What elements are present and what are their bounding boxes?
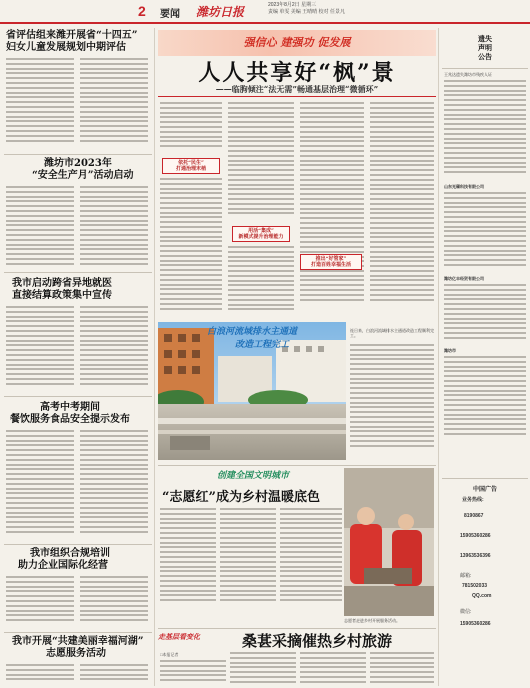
- feature-ribbon: 强信心 建强功 促发展: [243, 36, 351, 49]
- feature-body: [158, 100, 436, 322]
- bottom-text: [370, 652, 434, 686]
- mid-ribbon: 创建全国文明城市: [216, 471, 289, 481]
- article-1-body: [6, 58, 74, 150]
- feature-subhead-1-line: 依托“民生”: [178, 160, 204, 166]
- page-number: 2: [138, 3, 146, 19]
- page-header: [0, 0, 530, 24]
- article-1-body: [80, 58, 148, 150]
- article-2-title-line: 潍坊市2023年: [44, 158, 112, 169]
- hotline-label: 业务热线:: [462, 497, 484, 503]
- photo-story-caption: 连日来，白浪河流域排水主通道改造工程顺利完工。: [350, 328, 434, 338]
- photo-story-title-line: 白浪河流域排水主通道: [206, 327, 297, 337]
- tel-5: 15905360286: [460, 621, 491, 627]
- notice-text: [444, 356, 526, 442]
- bottom-ribbon: 走基层看变化: [158, 633, 200, 641]
- notice-2: 山东光碟科技有限公司: [444, 184, 484, 189]
- feature-subhead-3-line: 打造百姓幸福生活: [310, 262, 351, 268]
- feature-text: [160, 102, 222, 154]
- notice-1: 王兆达遗失潍坊市残疾人证: [444, 72, 492, 77]
- tel-2: 15905360286: [460, 533, 491, 539]
- photo-story-image: [158, 322, 346, 460]
- photo-story-text: [350, 344, 434, 454]
- sidebar-title-line: 遗失: [478, 34, 492, 43]
- article-6-body: [6, 664, 74, 684]
- article-5-body: [6, 576, 74, 628]
- article-4-title-line: 高考中考期间: [40, 402, 100, 413]
- article-2-body: [80, 186, 148, 270]
- feature-text: [228, 102, 294, 222]
- article-1-title: [6, 30, 150, 54]
- bottom-article: [158, 630, 436, 688]
- newspaper-logo: 潍坊日报: [196, 5, 245, 19]
- volunteer-photo: [344, 468, 434, 616]
- feature-text: [370, 102, 434, 318]
- article-6-title: [12, 636, 152, 660]
- feature-text: [160, 178, 222, 318]
- ad-label: 中国广告: [472, 487, 497, 493]
- article-3-body: [80, 306, 148, 392]
- feature-subhead-1-line: 打通治理末梢: [175, 166, 206, 172]
- feature-subhead-1: [162, 158, 220, 174]
- bottom-text: [160, 660, 226, 686]
- article-4-body: [6, 430, 74, 540]
- photo-story: [158, 322, 436, 462]
- article-1-title-line: 省评估组来潍开展省“十四五”: [6, 30, 138, 41]
- article-5-body: [80, 576, 148, 628]
- feature-subhead-3: [300, 254, 362, 270]
- volunteers-image: [344, 468, 434, 616]
- mid-text: [280, 508, 342, 612]
- tel-4-label: 邮箱:: [460, 573, 472, 579]
- article-4-title: [10, 402, 152, 426]
- mid-title: “志愿红”成为乡村温暖底色: [162, 490, 320, 505]
- section-name: 要闻: [160, 9, 180, 20]
- article-2-title: [32, 158, 150, 182]
- article-5-title: [18, 548, 152, 572]
- article-4-title-line: 餐饮服务食品安全提示发布: [10, 414, 130, 425]
- tel-4: 781502033: [462, 583, 488, 589]
- sidebar-notices: [442, 30, 528, 685]
- bottom-text: [230, 652, 296, 686]
- article-3-title-line: 我市启动跨省异地就医: [12, 278, 112, 289]
- sidebar-title-line: 公告: [478, 52, 492, 61]
- sidebar-title: [442, 34, 528, 61]
- article-6-title-line: 志愿服务活动: [46, 648, 106, 659]
- feature-subhead-3-line: 推出“好管家”: [315, 256, 347, 262]
- email: QQ.com: [472, 593, 492, 599]
- article-1-title-line: 妇女儿童发展规划中期评估: [6, 42, 126, 53]
- photo-story-title-line: 改造工程完工: [234, 340, 289, 350]
- bottom-byline: □本报记者: [160, 652, 179, 657]
- feature-subtitle: ——临朐倾注“法无需”畅通基层治理“微循环”: [215, 84, 379, 94]
- article-3-body: [6, 306, 74, 392]
- article-2-body: [6, 186, 74, 270]
- mid-text: [160, 508, 216, 612]
- feature-subhead-2: [232, 226, 290, 242]
- feature-banner: [158, 30, 436, 56]
- article-2-title-line: “安全生产月”活动启动: [32, 170, 134, 181]
- article-3-title: [12, 278, 152, 302]
- feature-subhead-2-line: 用活“集成”: [248, 228, 274, 234]
- notice-4: 潍坊市: [444, 348, 456, 353]
- article-4-body: [80, 430, 148, 540]
- bottom-title: 桑葚采摘催热乡村旅游: [241, 632, 392, 650]
- mid-text: [220, 508, 276, 612]
- tel-3: 13963536396: [460, 553, 491, 559]
- feature-text: [300, 102, 364, 318]
- article-6-body: [80, 664, 148, 684]
- editors-line: 责编 单雯 美编 王晴晴 校对 任景凡: [268, 9, 345, 15]
- tel-5-label: 微信:: [460, 609, 472, 615]
- article-5-title-line: 我市组织合规培训: [30, 548, 110, 559]
- sidebar-title-line: 声明: [478, 43, 492, 52]
- bottom-text: [300, 652, 366, 686]
- photo-story-title: [158, 324, 346, 350]
- header-meta: [268, 2, 345, 16]
- article-6-title-line: 我市开展“共建美丽幸福河湖”: [12, 636, 144, 647]
- date-line: 2023年8月2日 星期三: [268, 2, 317, 8]
- notice-text: [444, 80, 526, 180]
- volunteer-photo-caption: 志愿者走进乡村开展服务活动。: [344, 618, 400, 623]
- feature-subhead-2-line: 新模式提升治理能力: [238, 234, 284, 240]
- article-3-title-line: 直接结算政策集中宣传: [12, 290, 112, 301]
- feature-text: [228, 246, 294, 318]
- notice-3: 潍坊亿丰经贸有限公司: [444, 276, 484, 281]
- article-5-title-line: 助力企业国际化经营: [18, 560, 108, 571]
- notice-text: [444, 284, 526, 344]
- feature-title: 人人共享好“枫”景: [198, 60, 396, 86]
- left-column: [4, 30, 152, 685]
- tel-1: 8190867: [464, 513, 484, 519]
- notice-text: [444, 192, 526, 272]
